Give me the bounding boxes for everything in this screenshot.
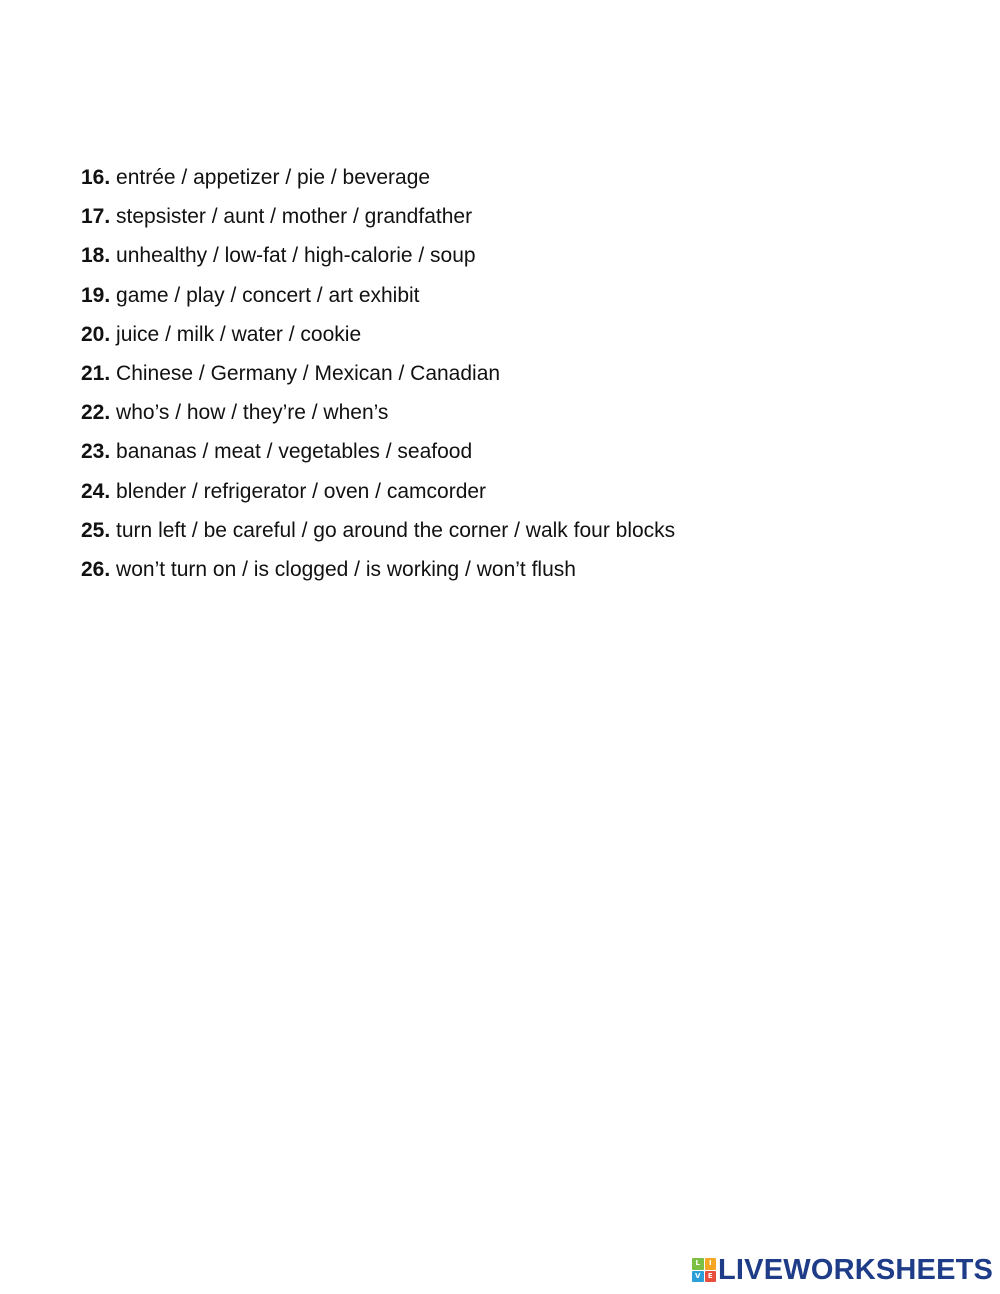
item-text: juice / milk / water / cookie [116, 322, 362, 346]
list-item [81, 478, 675, 517]
list-item [81, 321, 675, 360]
item-text: stepsister / aunt / mother / grandfather [116, 205, 473, 229]
item-number: 20. [81, 322, 111, 346]
item-text: unhealthy / low-fat / high-calorie / soup [116, 244, 476, 268]
list-item [81, 360, 675, 399]
item-number: 26. [81, 557, 111, 581]
item-text: won’t turn on / is clogged / is working / won’t flush [116, 557, 576, 581]
item-number: 22. [81, 401, 111, 425]
logo-tile: E [705, 1271, 717, 1283]
list-item [81, 282, 675, 321]
list-item [81, 517, 675, 556]
item-text: Chinese / Germany / Mexican / Canadian [116, 361, 501, 385]
item-number: 21. [81, 361, 111, 385]
logo-tile: L [692, 1258, 704, 1270]
item-text: who’s / how / they’re / when’s [116, 401, 389, 425]
liveworksheets-logo-icon [692, 1258, 716, 1282]
list-item [81, 438, 675, 477]
item-text: turn left / be careful / go around the corner / walk four blocks [116, 518, 676, 542]
list-item [81, 399, 675, 438]
item-number: 23. [81, 440, 111, 464]
item-number: 17. [81, 205, 111, 229]
item-text: blender / refrigerator / oven / camcorder [116, 479, 487, 503]
item-text: game / play / concert / art exhibit [116, 283, 420, 307]
item-number: 24. [81, 479, 111, 503]
brand-name: LIVEWORKSHEETS [718, 1254, 994, 1286]
item-number: 16. [81, 166, 111, 189]
list-item [81, 242, 675, 281]
liveworksheets-logo [692, 1253, 993, 1287]
item-number: 25. [81, 518, 111, 542]
item-number: 18. [81, 244, 111, 268]
list-item [81, 556, 675, 595]
list-item [81, 203, 675, 242]
logo-tile: V [692, 1271, 704, 1283]
item-text: bananas / meat / vegetables / seafood [116, 440, 473, 464]
exercise-list [81, 164, 675, 595]
item-text: entrée / appetizer / pie / beverage [116, 166, 431, 189]
logo-tile: I [705, 1258, 717, 1270]
list-item [81, 164, 675, 203]
item-number: 19. [81, 283, 111, 307]
